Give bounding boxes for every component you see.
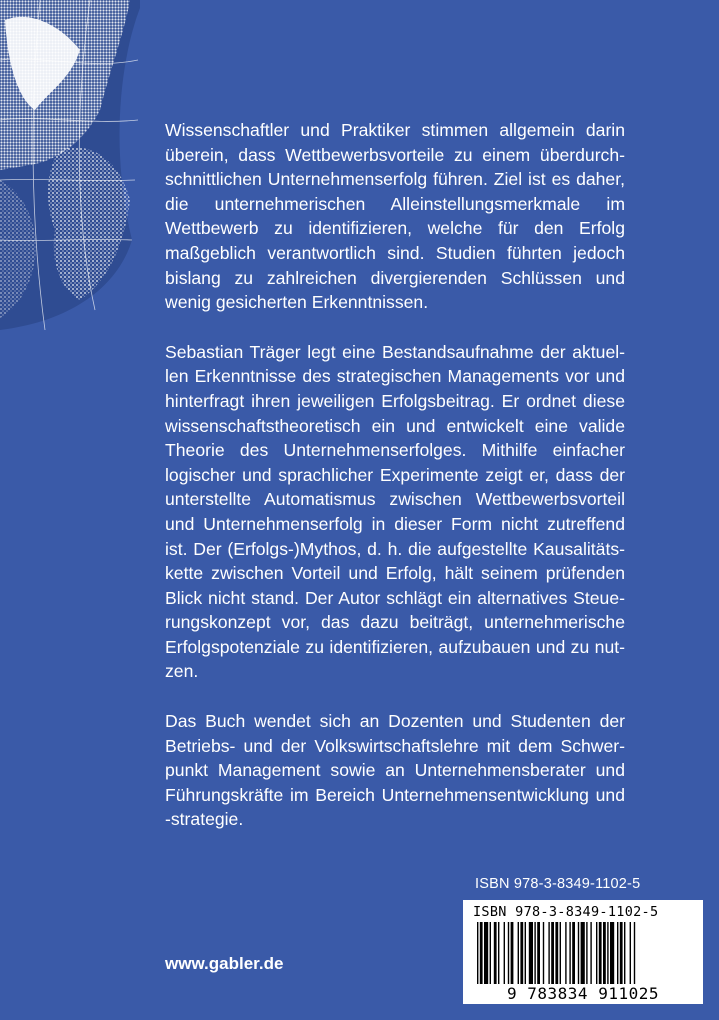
barcode-bar [560, 922, 561, 984]
barcode-bar [551, 922, 554, 984]
barcode-bar [581, 922, 585, 984]
barcode-bar [534, 922, 535, 984]
barcode-bar [565, 922, 566, 984]
barcode-bar [537, 922, 540, 984]
barcode-bar [504, 922, 505, 984]
isbn-label: ISBN 978-3-8349-1102-5 [475, 876, 641, 892]
paragraph-3: Das Buch wendet sich an Dozenten und Studenten der Betriebs- und der Volkswirtschaftslehre mit dem Schwerpunkt Management sowie an Unternehmensberater und Führungskräfte im Bereich Unternehmensentwicklung und -strategie. [165, 711, 625, 830]
barcode-bar [477, 922, 478, 984]
paragraph-1: Wissenschaftler und Praktiker stimmen allgemein darin überein, dass Wettbewerbsvorteile zu einem überdurchschnittlichen Unternehmenserfolg führen. Ziel ist es daher, die unternehmerischen Alleinstellungsmerkmale im Wettbewerb zu identifizieren, welche für den Erfolg maßgeblich verantwortlich sind. Studien führten jedoch bislang zu zahlreichen divergierenden Schlüssen und wenig gesicherten Erkenntnissen. [165, 120, 625, 313]
barcode-bar [578, 922, 579, 984]
barcode-bar [543, 922, 544, 984]
barcode-bar [596, 922, 597, 984]
barcode-bar [607, 922, 608, 984]
barcode-bar [518, 922, 519, 984]
barcode-bar [555, 922, 558, 984]
barcode-bar [620, 922, 623, 984]
barcode-bar [548, 922, 549, 984]
barcode-isbn-text: ISBN 978-3-8349-1102-5 [473, 904, 659, 920]
barcode-bar [610, 922, 614, 984]
barcode-bar [508, 922, 509, 984]
barcode-bars [477, 922, 689, 984]
barcode-bar [494, 922, 497, 984]
barcode-bar [490, 922, 491, 984]
barcode-bar [525, 922, 526, 984]
barcode-bar [603, 922, 606, 984]
barcode-bar [617, 922, 618, 984]
barcode [463, 900, 703, 1004]
barcode-bar [630, 922, 631, 984]
publisher-website[interactable]: www.gabler.de [165, 954, 284, 973]
barcode-bar [480, 922, 483, 984]
barcode-bar [590, 922, 591, 984]
barcode-bar [599, 922, 602, 984]
barcode-bar [484, 922, 488, 984]
barcode-bar [520, 922, 523, 984]
back-cover-text [165, 118, 625, 857]
barcode-bar [634, 922, 635, 984]
barcode-bar [569, 922, 570, 984]
barcode-digits: 9 783834 911025 [507, 984, 659, 1003]
barcode-bar [498, 922, 499, 984]
paragraph-2: Sebastian Träger legt eine Bestandsaufnahme der aktuellen Erkenntnisse des strategischen Managements vor und hinterfragt ihren jeweiligen Erfolgsbeitrag. Er ordnet diese wissenschaftstheoretisch ein und entwickelt eine valide Theorie des Unternehmenserfolges. Mithilfe einfacher logischer und sprachlicher Experimente zeigt er, dass der unterstellte Automatismus zwischen Wettbewerbsvorteil und Unternehmenserfolg in dieser Form nicht zutreffend ist. Der (Erfolgs-)Mythos, d. h. die aufgestellte Kausalitätskette zwischen Vorteil und Erfolg, hält seinem prüfenden Blick nicht stand. Der Autor schlägt ein alternatives Steuerungskonzept vor, das dazu beiträgt, unternehmerische Erfolgspotenziale zu identifizieren, aufzubauen und zu nutzen. [165, 341, 625, 682]
barcode-bar [511, 922, 514, 984]
globe-illustration [0, 0, 140, 330]
barcode-bar [586, 922, 587, 984]
barcode-bar [572, 922, 575, 984]
barcode-bar [529, 922, 533, 984]
barcode-bar [624, 922, 625, 984]
